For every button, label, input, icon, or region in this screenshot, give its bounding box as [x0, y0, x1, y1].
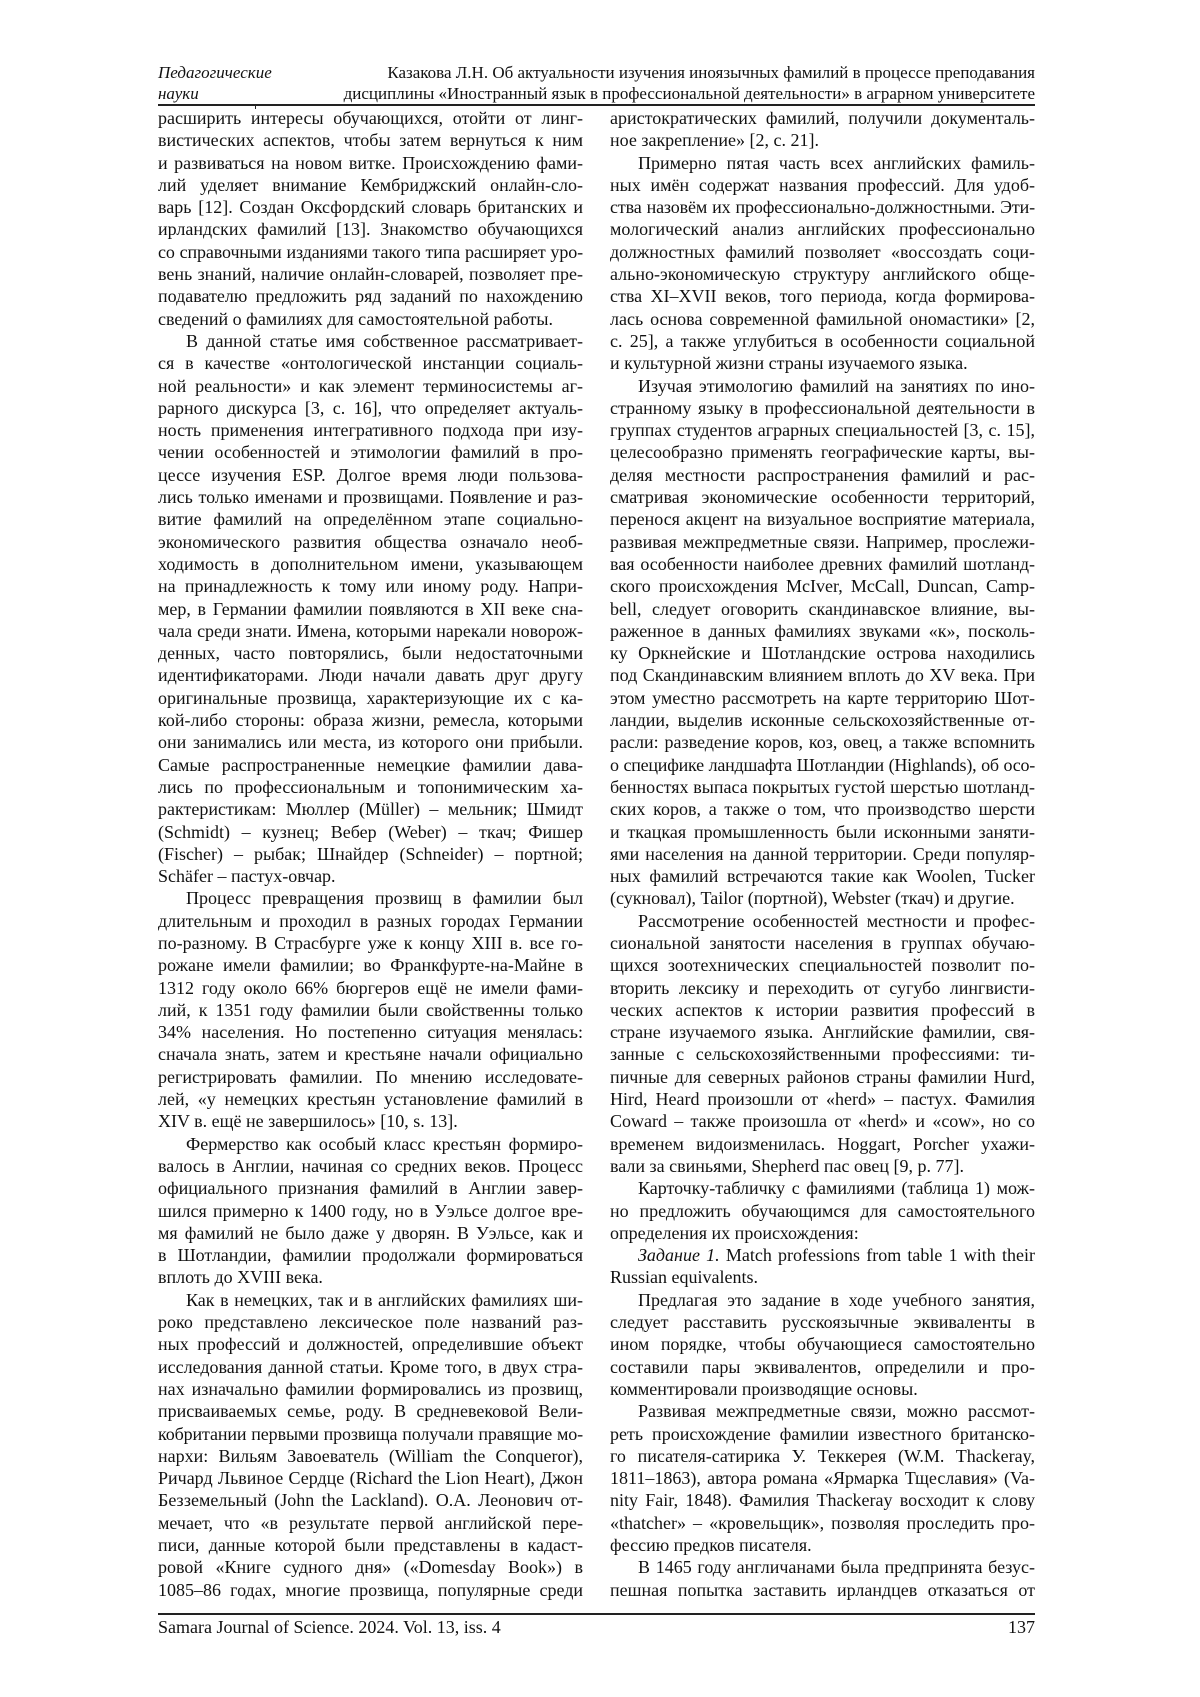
paragraph — [610, 152, 1035, 375]
header-section — [158, 62, 272, 104]
text-line: рактеристикам: Мюллер (Müller) – мельник; Шмидт — [158, 798, 583, 820]
text-line: кой-либо стороны: образа жизни, ремесла, которыми — [158, 709, 583, 731]
text-line: ландии, выделив исконные сельскохозяйственные от- — [610, 709, 1035, 731]
text-line: мечает, что «в результате первой английской пере- — [158, 1512, 583, 1534]
paragraph — [158, 107, 583, 330]
text-line: сиональной занятости населения в группах обучаю- — [610, 932, 1035, 954]
text-line: лась основа современной фамильной ономастики» [2, — [610, 308, 1035, 330]
text-line: и развиваться на новом витке. Происхождению фами- — [158, 152, 583, 174]
paragraph — [610, 1400, 1035, 1556]
text-line: занные с сельскохозяйственными профессиями: ти- — [610, 1043, 1035, 1065]
text-line: Russian equivalents. — [610, 1266, 1035, 1288]
text-line: Изучая этимологию фамилий на занятиях по ино- — [610, 375, 1035, 397]
footer-journal: Samara Journal of Science. 2024. Vol. 13, iss. 4 — [158, 1617, 501, 1638]
text-line: щихся зоотехнических специальностей позволит по- — [610, 954, 1035, 976]
text-line: вистических аспектов, чтобы затем вернуться к ним — [158, 129, 583, 151]
text-line: странному языку в профессиональной деятельности в — [610, 397, 1035, 419]
text-line: сначала знать, затем и крестьяне начали официально — [158, 1043, 583, 1065]
text-line: деляя местности распространения фамилий и рас- — [610, 464, 1035, 486]
text-line: ями населения на данной территории. Среди популяр- — [610, 843, 1035, 865]
paragraph — [610, 1556, 1035, 1601]
page-number: 137 — [1008, 1617, 1035, 1638]
text-line: Ричард Львиное Сердце (Richard the Lion Heart), Джон — [158, 1467, 583, 1489]
text-line: писи, данные которой были представлены в кадаст- — [158, 1534, 583, 1556]
text-line: подавателю предложить ряд заданий по нахождению — [158, 285, 583, 307]
text-line: ально-экономическую структуру английского обще- — [610, 263, 1035, 285]
text-line: нархи: Вильям Завоеватель (William the Conqueror), — [158, 1445, 583, 1467]
paragraph — [610, 910, 1035, 1178]
text-line: раженное в данных фамилиях звуками «к», посколь- — [610, 620, 1035, 642]
text-line: временем видоизменилась. Hoggart, Porcher ухажи- — [610, 1133, 1035, 1155]
text-line: ных имён содержат названия профессий. Для удоб- — [610, 174, 1035, 196]
text-line: этом уместно рассмотреть на карте территорию Шот- — [610, 687, 1035, 709]
text-line: регистрировать фамилии. По мнению исследовате- — [158, 1066, 583, 1088]
text-line: витие фамилий на определённом этапе социально- — [158, 508, 583, 530]
paragraph — [610, 107, 1035, 152]
text-line: но предложить обучающимся для самостоятельного — [610, 1200, 1035, 1222]
text-line: мер, в Германии фамилии появляются в XII веке сна- — [158, 598, 583, 620]
text-line: о специфике ландшафта Шотландии (Highlands), об осо- — [610, 754, 1035, 776]
text-line: идентификаторами. Люди начали давать друг другу — [158, 664, 583, 686]
header-title — [344, 62, 1035, 104]
text-line: Развивая межпредметные связи, можно рассмот- — [610, 1400, 1035, 1422]
text-line: ческих аспектов к истории развития профессий в — [610, 999, 1035, 1021]
text-line: В данной статье имя собственное рассматривает- — [158, 330, 583, 352]
text-line: вали за свиньями, Shepherd пас овец [9, p. 77]. — [610, 1155, 1035, 1177]
text-line: шился примерно к 1400 году, но в Уэльсе долгое вре- — [158, 1200, 583, 1222]
text-line: в Шотландии, фамилии продолжали формироваться — [158, 1244, 583, 1266]
paragraph — [158, 887, 583, 1132]
text-line: ирландских фамилий [13]. Знакомство обучающихся — [158, 218, 583, 240]
footer-divider — [158, 1613, 1035, 1615]
text-line: развивая межпредметные связи. Например, прослежи- — [610, 531, 1035, 553]
text-line: лий, к 1351 году фамилии были свойственны только — [158, 999, 583, 1021]
text-line: перенося акцент на визуальное восприятие материала, — [610, 508, 1035, 530]
text-line: должностных фамилий позволяет «воссоздать соци- — [610, 241, 1035, 263]
text-line: ского происхождения McIver, McCall, Duncan, Camp- — [610, 575, 1035, 597]
text-line: ной реальности» и как элемент терминосистемы аг- — [158, 375, 583, 397]
paragraph — [610, 1244, 1035, 1289]
text-line: лей, «у немецких крестьян установление фамилий в — [158, 1088, 583, 1110]
text-line: и ткацкая промышленность были исконными заняти- — [610, 821, 1035, 843]
task-text: Match professions from table 1 with their — [720, 1245, 1035, 1265]
text-line: (Fischer) – рыбак; Шнайдер (Schneider) – портной; — [158, 843, 583, 865]
text-line: XIV в. ещё не завершилось» [10, s. 13]. — [158, 1110, 583, 1132]
text-line: лий уделяет внимание Кембриджский онлайн-сло- — [158, 174, 583, 196]
paragraph — [610, 1289, 1035, 1400]
paragraph — [158, 330, 583, 887]
text-line: со справочными изданиями такого типа расширяет уро- — [158, 241, 583, 263]
text-line: лись только именами и прозвищами. Появление и раз- — [158, 486, 583, 508]
text-line: они занимались или места, из которого они прибыли. — [158, 731, 583, 753]
text-line: роко представлено лексическое поле названий раз- — [158, 1311, 583, 1333]
text-line: по-разному. В Страсбурге уже к концу XIII в. все го- — [158, 932, 583, 954]
text-line: варь [12]. Создан Оксфордский словарь британских и — [158, 196, 583, 218]
text-line: ских коров, а также о том, что производство шерсти — [610, 798, 1035, 820]
text-line: целесообразно применять географические карты, вы- — [610, 441, 1035, 463]
text-line: цессе изучения ESP. Долгое время люди пользова- — [158, 464, 583, 486]
text-line: аристократических фамилий, получили документаль- — [610, 107, 1035, 129]
text-line: следует расставить русскоязычные эквиваленты в — [610, 1311, 1035, 1333]
text-line: ином порядке, чтобы обучающиеся самостоятельно — [610, 1333, 1035, 1355]
text-line: фессию предков писателя. — [610, 1534, 1035, 1556]
text-line: ку Оркнейские и Шотландские острова находились — [610, 642, 1035, 664]
text-line: Предлагая это задание в ходе учебного занятия, — [610, 1289, 1035, 1311]
text-line: nity Fair, 1848). Фамилия Thackeray восходит к слову — [610, 1489, 1035, 1511]
text-line: сматривая экономические особенности территорий, — [610, 486, 1035, 508]
task-label: Задание 1. — [638, 1245, 720, 1265]
text-line: го писателя-сатирика У. Теккерея (W.M. Thackeray, — [610, 1445, 1035, 1467]
text-line: исследования данной статьи. Кроме того, в двух стра- — [158, 1356, 583, 1378]
text-line: под Скандинавским влиянием вплоть до XV века. При — [610, 664, 1035, 686]
text-line: длительным и проходил в разных городах Германии — [158, 910, 583, 932]
text-column-left — [158, 107, 583, 1601]
text-line: лись по профессиональным и топонимическим ха- — [158, 776, 583, 798]
paragraph — [610, 1177, 1035, 1244]
text-line: ное закрепление» [2, с. 21]. — [610, 129, 1035, 151]
text-line: 34% населения. Но постепенно ситуация менялась: — [158, 1021, 583, 1043]
header-section-line2: науки — [158, 83, 272, 104]
header-section-line1: Педагогические — [158, 62, 272, 83]
text-line: Карточку-табличку с фамилиями (таблица 1) мож- — [610, 1177, 1035, 1199]
paragraph — [158, 1133, 583, 1289]
text-line: вторить лексику и переходить от сугубо лингвисти- — [610, 977, 1035, 999]
paragraph — [610, 375, 1035, 910]
text-line: сведений о фамилиях для самостоятельной работы. — [158, 308, 583, 330]
text-line: рожане имели фамилии; во Франкфурте-на-Майне в — [158, 954, 583, 976]
text-line: пичные для северных районов страны фамилии Hurd, — [610, 1066, 1035, 1088]
text-line: 1312 году около 66% бюргеров ещё не имели фами- — [158, 977, 583, 999]
text-line: Как в немецких, так и в английских фамилиях ши- — [158, 1289, 583, 1311]
text-line: нах изначально фамилии формировались из прозвищ, — [158, 1378, 583, 1400]
text-line: пешная попытка заставить ирландцев отказаться от — [610, 1579, 1035, 1601]
text-line: Schäfer – пастух-овчар. — [158, 865, 583, 887]
text-line: bell, следует оговорить скандинавское влияние, вы- — [610, 598, 1035, 620]
text-line: и культурной жизни страны изучаемого языка. — [610, 352, 1035, 374]
text-line: чении особенностей и этимологии фамилий в про- — [158, 441, 583, 463]
text-line: экономического развития общества означало необ- — [158, 531, 583, 553]
text-line: «thatcher» – «кровельщик», позволяя проследить про- — [610, 1512, 1035, 1534]
text-line: реть происхождение фамилии известного британско- — [610, 1423, 1035, 1445]
header-title-line2: дисциплины «Иностранный язык в профессиональной деятельности» в аграрном университете — [344, 83, 1035, 104]
text-line: кобритании первыми прозвища получали правящие мо- — [158, 1423, 583, 1445]
text-line: ность применения интегративного подхода при изу- — [158, 419, 583, 441]
text-line: мологический анализ английских профессионально — [610, 218, 1035, 240]
text-line: ных фамилий встречаются такие как Woolen, Tucker — [610, 865, 1035, 887]
text-line: вплоть до XVIII века. — [158, 1266, 583, 1288]
text-line: группах студентов аграрных специальностей [3, с. 15], — [610, 419, 1035, 441]
text-line: чала среди знати. Имена, которыми нарекали новорож- — [158, 620, 583, 642]
text-line: Примерно пятая часть всех английских фамиль- — [610, 152, 1035, 174]
text-line: Рассмотрение особенностей местности и профес- — [610, 910, 1035, 932]
text-line: определения их происхождения: — [610, 1222, 1035, 1244]
text-line: Фермерство как особый класс крестьян формиро- — [158, 1133, 583, 1155]
text-line: ства XI–XVII веков, того периода, когда формирова- — [610, 285, 1035, 307]
header-divider — [158, 104, 1035, 106]
text-line: расли: разведение коров, коз, овец, а также вспомнить — [610, 731, 1035, 753]
text-column-right — [610, 107, 1035, 1601]
text-line: на принадлежность к тому или иному роду. Напри- — [158, 575, 583, 597]
text-line: мя фамилий не было даже у дворян. В Уэльсе, как и — [158, 1222, 583, 1244]
text-line: ства назовём их профессионально-должностными. Эти- — [610, 196, 1035, 218]
text-line: стране изучаемого языка. Английские фамилии, свя- — [610, 1021, 1035, 1043]
text-line: (Schmidt) – кузнец; Вебер (Weber) – ткач; Фишер — [158, 821, 583, 843]
text-line: официального признания фамилий в Англии завер- — [158, 1177, 583, 1199]
text-line: В 1465 году англичанами была предпринята безус- — [610, 1556, 1035, 1578]
text-line: составили пары эквивалентов, определили и про- — [610, 1356, 1035, 1378]
header-title-line1: Казакова Л.Н. Об актуальности изучения иноязычных фамилий в процессе преподавания — [344, 62, 1035, 83]
text-line: вая особенности наиболее древних фамилий шотланд- — [610, 553, 1035, 575]
text-line — [610, 1244, 1035, 1266]
text-line: вень знаний, наличие онлайн-словарей, позволяет пре- — [158, 263, 583, 285]
text-line: бенностях выпаса покрытых густой шерстью шотланд- — [610, 776, 1035, 798]
text-line: Coward – также произошла от «herd» и «cow», но со — [610, 1110, 1035, 1132]
text-line: денных, часто повторялись, были недостаточными — [158, 642, 583, 664]
text-line: Безземельный (John the Lackland). О.А. Леонович от- — [158, 1489, 583, 1511]
text-line: с. 25], а также углубиться в особенности социальной — [610, 330, 1035, 352]
text-line: ровой «Книге судного дня» («Domesday Book») в — [158, 1556, 583, 1578]
text-line: рарного дискурса [3, с. 16], что определяет актуаль- — [158, 397, 583, 419]
text-line: комментировали производящие основы. — [610, 1378, 1035, 1400]
text-line: Самые распространенные немецкие фамилии дава- — [158, 754, 583, 776]
paragraph — [158, 1289, 583, 1601]
text-line: 1811–1863), автора романа «Ярмарка Тщеславия» (Va- — [610, 1467, 1035, 1489]
text-line: оригинальные прозвища, характеризующие их с ка- — [158, 687, 583, 709]
text-line: ся в качестве «онтологической инстанции социаль- — [158, 352, 583, 374]
text-line: (сукновал), Tailor (портной), Webster (ткач) и другие. — [610, 887, 1035, 909]
text-line: валось в Англии, начиная со средних веков. Процесс — [158, 1155, 583, 1177]
text-line: ных профессий и должностей, определившие объект — [158, 1333, 583, 1355]
text-line: 1085–86 годах, многие прозвища, популярные среди — [158, 1579, 583, 1601]
text-line: Процесс превращения прозвищ в фамилии был — [158, 887, 583, 909]
text-line: Hird, Heard произошли от «herd» – пастух. Фамилия — [610, 1088, 1035, 1110]
text-line: присваиваемых семье, роду. В средневековой Вели- — [158, 1400, 583, 1422]
text-line: ходимость в дополнительном имени, указывающем — [158, 553, 583, 575]
text-line: расширить интересы обучающихся, отойти от линг- — [158, 107, 583, 129]
